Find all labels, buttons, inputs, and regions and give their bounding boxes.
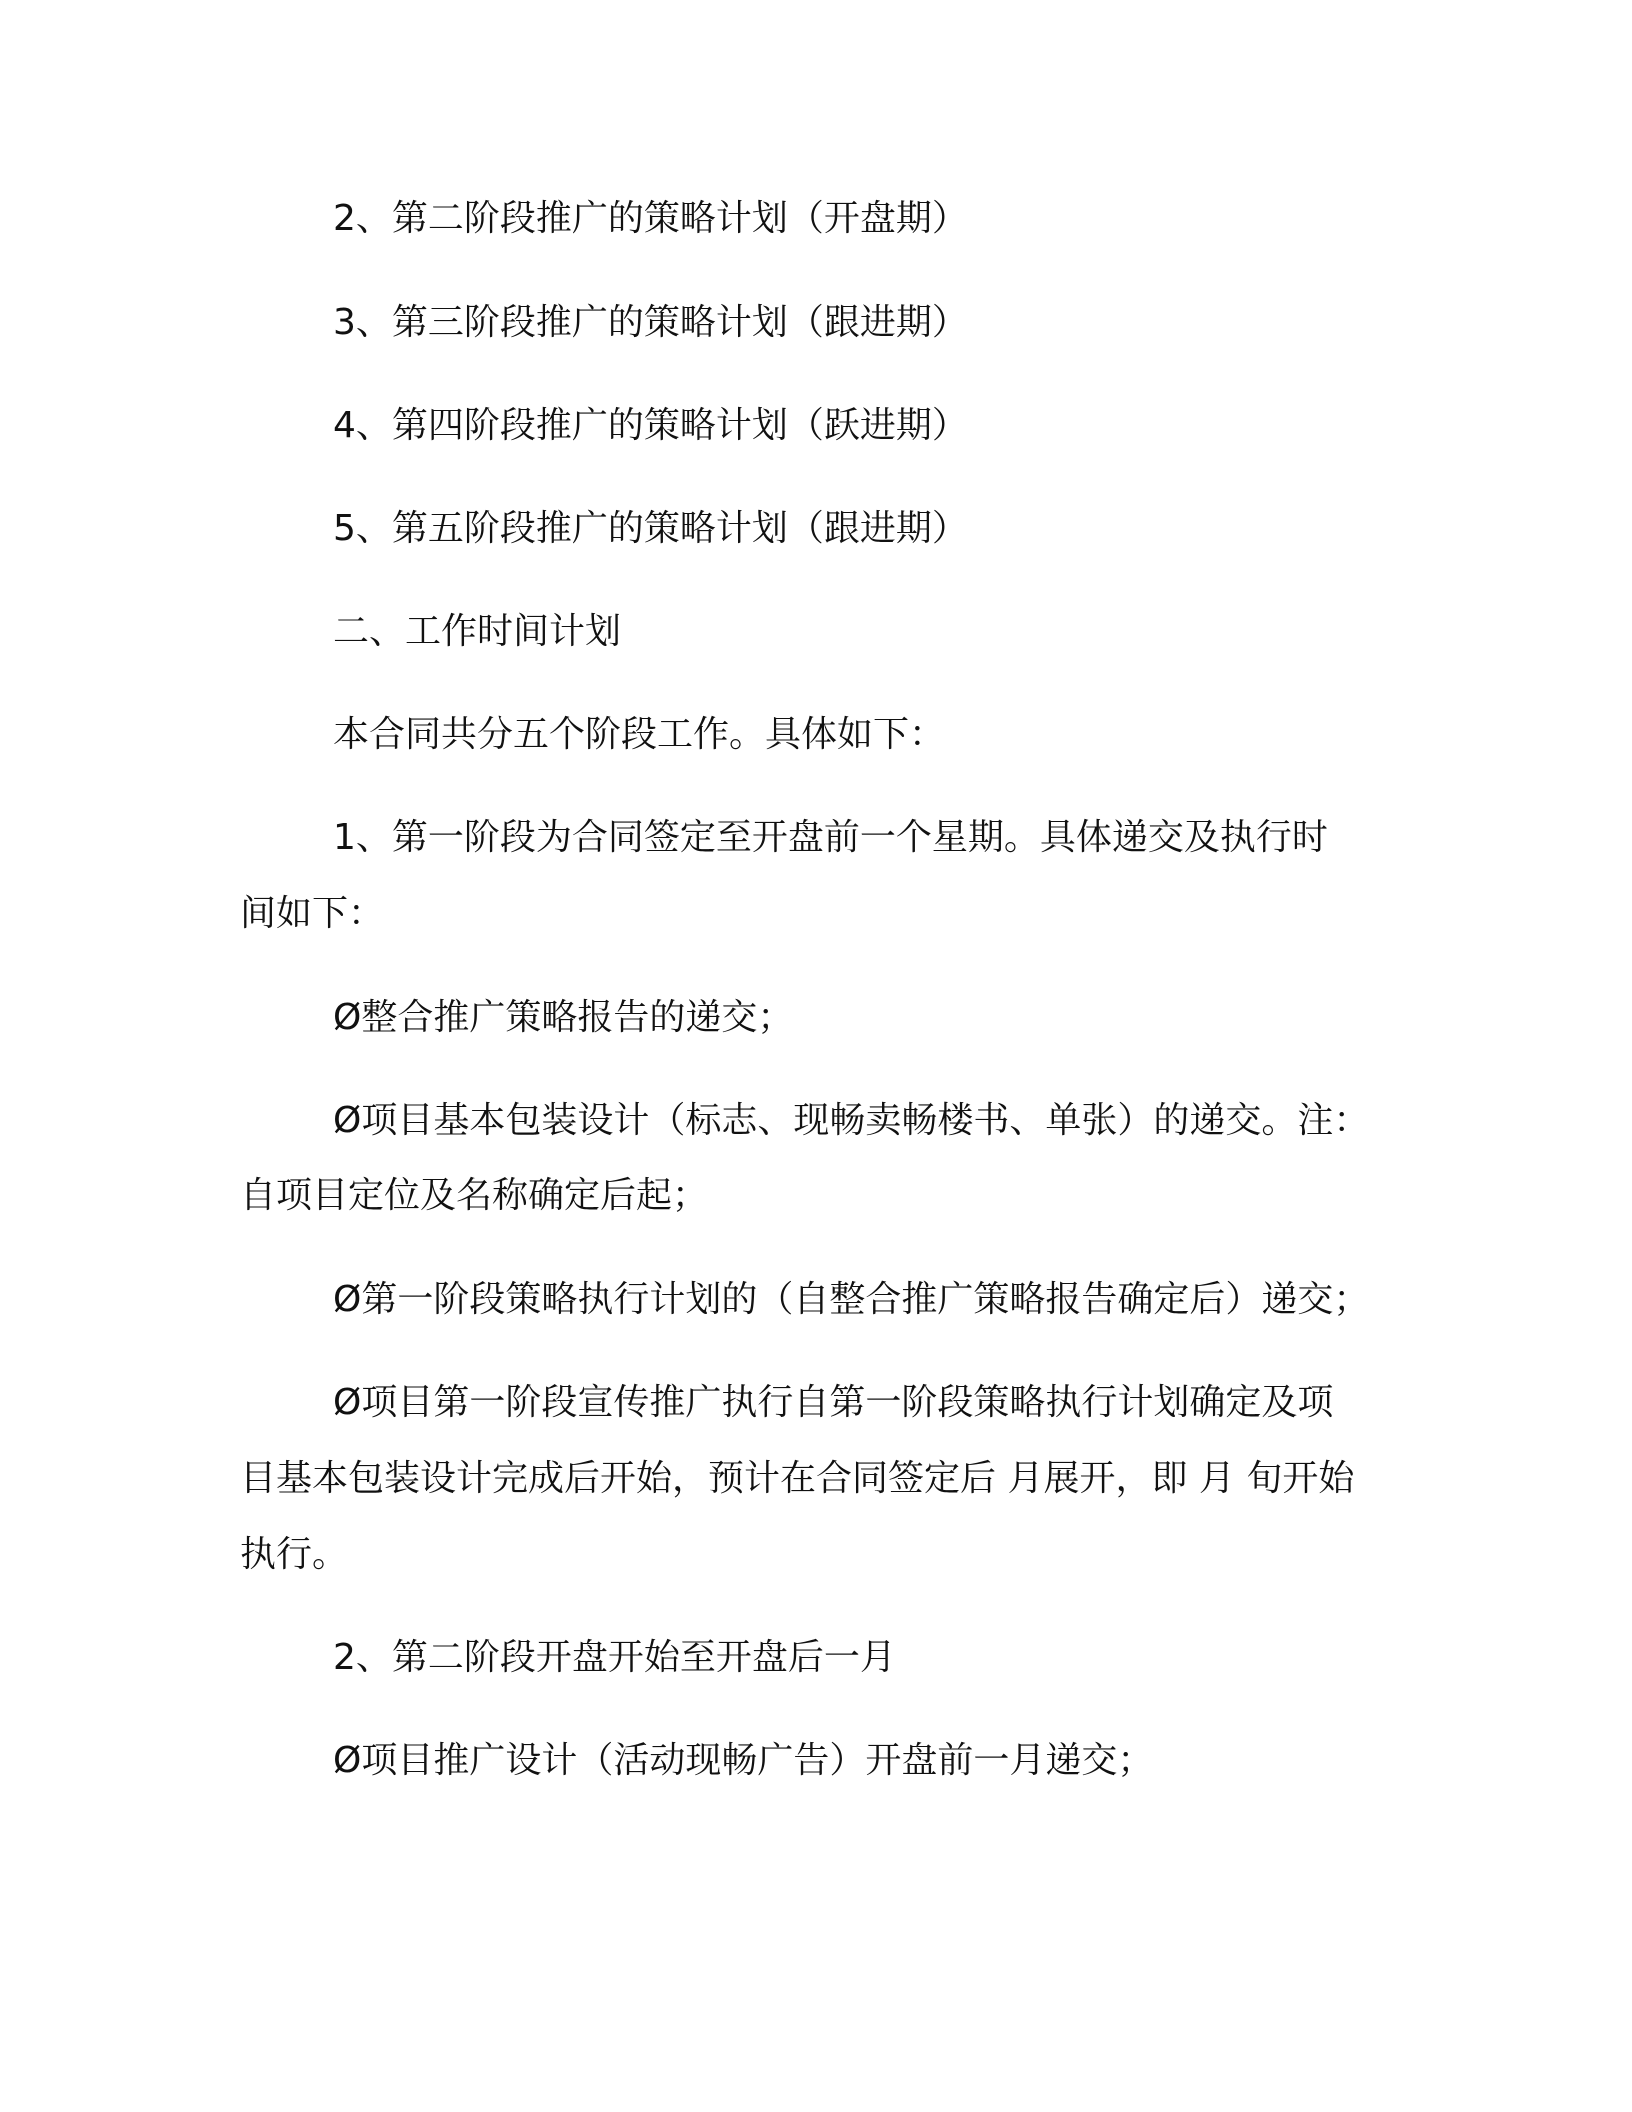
bullet-phase-1-promotion-line-1: Ø项目第一阶段宣传推广执行自第一阶段策略执行计划确定及项 [333, 1382, 1334, 1423]
phase-1-description-line-2: 间如下： [240, 893, 385, 934]
bullet-basic-packaging-design-line-2: 自项目定位及名称确定后起； [240, 1175, 709, 1216]
bullet-promotion-design: Ø项目推广设计（活动现畅广告）开盘前一月递交； [333, 1740, 1154, 1781]
bullet-integrated-strategy-report: Ø整合推广策略报告的递交； [333, 997, 794, 1038]
bullet-phase-1-promotion-line-3: 执行。 [240, 1534, 349, 1575]
phase-3-plan-line: 3、第三阶段推广的策略计划（跟进期） [333, 302, 968, 343]
phase-4-plan-line: 4、第四阶段推广的策略计划（跃进期） [333, 405, 968, 446]
section-heading-work-schedule: 二、工作时间计划 [333, 611, 622, 652]
bullet-phase-1-promotion-line-2: 目基本包装设计完成后开始，预计在合同签定后 月展开，即 月 旬开始 [240, 1458, 1355, 1499]
phase-2-plan-line: 2、第二阶段推广的策略计划（开盘期） [333, 198, 968, 239]
phase-2-schedule-line: 2、第二阶段开盘开始至开盘后一月 [333, 1637, 896, 1678]
phase-5-plan-line: 5、第五阶段推广的策略计划（跟进期） [333, 508, 968, 549]
bullet-phase-1-execution-plan: Ø第一阶段策略执行计划的（自整合推广策略报告确定后）递交； [333, 1279, 1370, 1320]
contract-phases-intro: 本合同共分五个阶段工作。具体如下： [333, 714, 946, 755]
phase-1-description-line-1: 1、第一阶段为合同签定至开盘前一个星期。具体递交及执行时 [333, 817, 1328, 858]
bullet-basic-packaging-design-line-1: Ø项目基本包装设计（标志、现畅卖畅楼书、单张）的递交。注： [333, 1100, 1370, 1141]
